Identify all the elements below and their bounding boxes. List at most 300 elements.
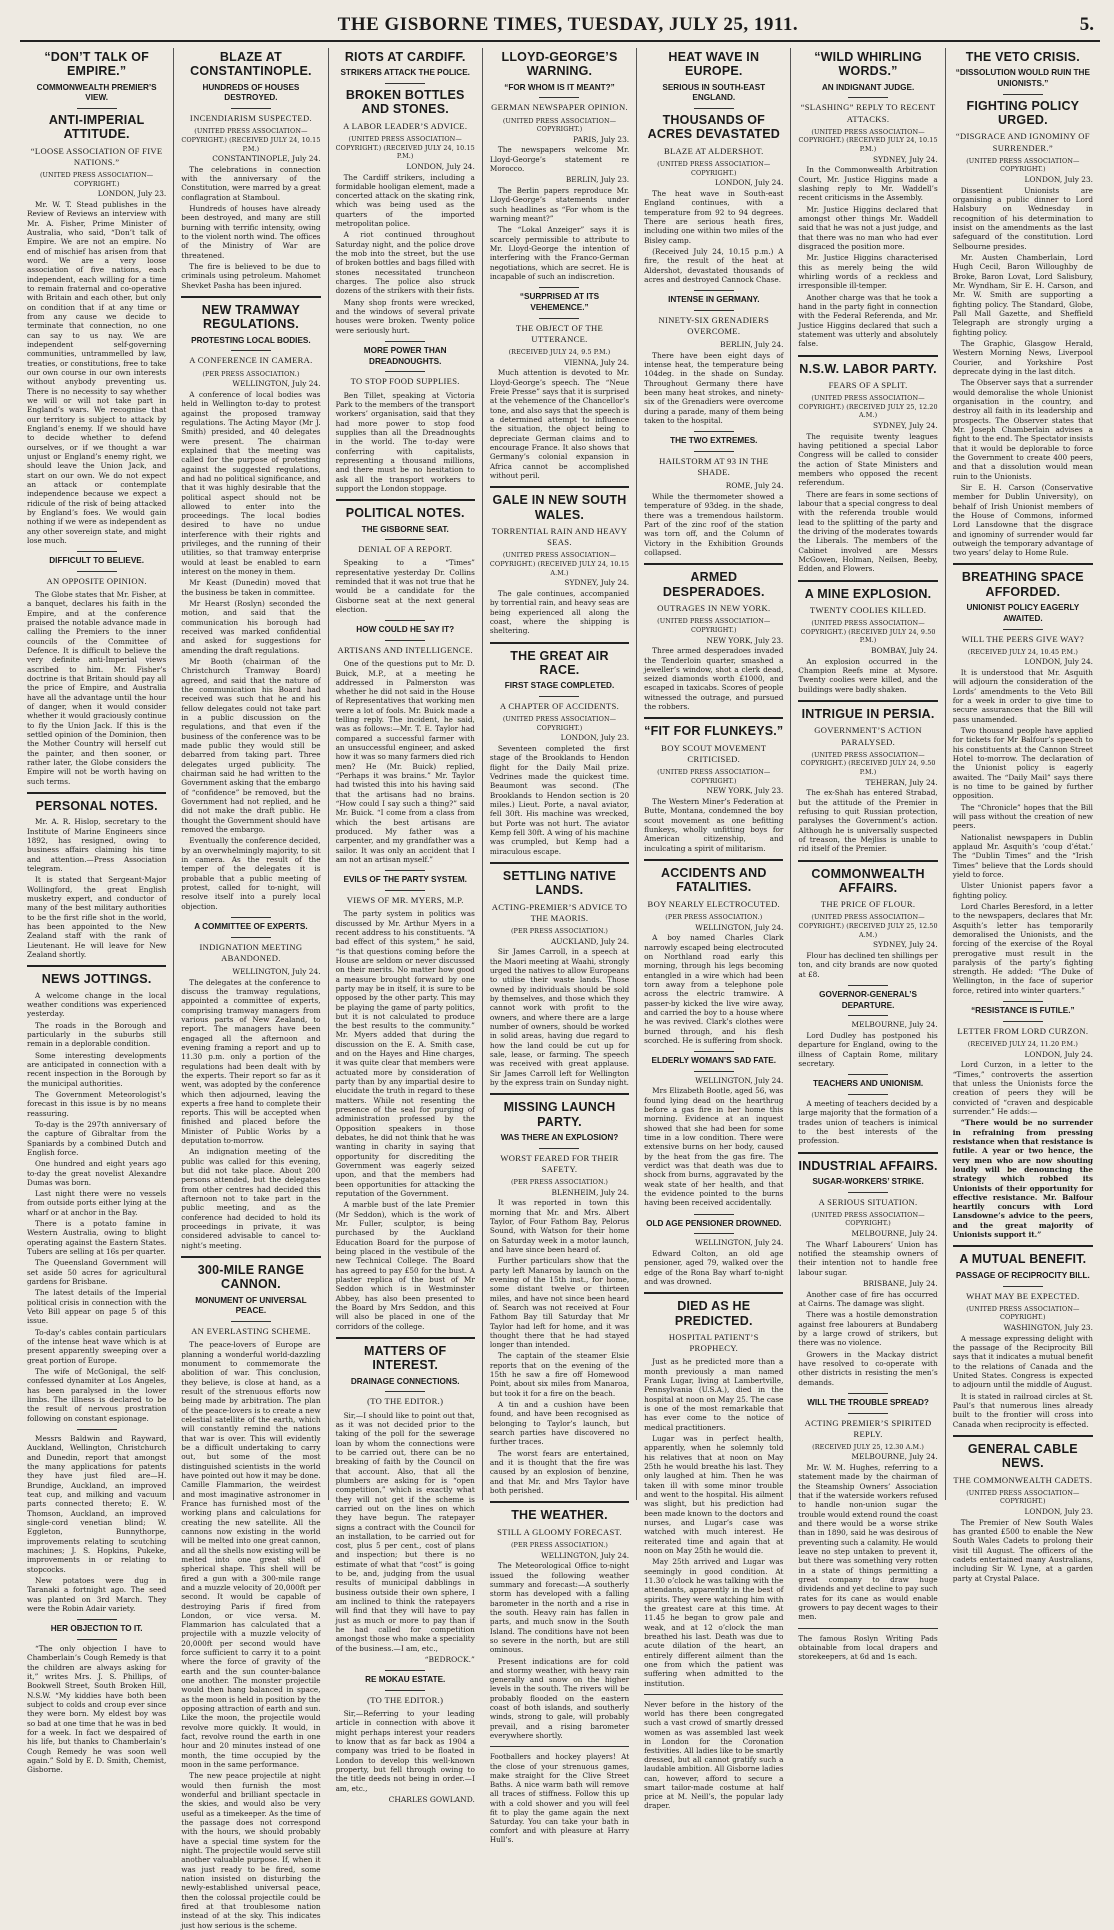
headline-rule [798, 700, 937, 702]
article-credit: (UNITED PRESS ASSOCIATION—COPYRIGHT.) (RECEIVED JULY 24, 10.15 P.M.) [181, 127, 321, 153]
article [798, 355, 937, 574]
article-paragraph: Messrs Baldwin and Rayward, Auckland, Wellington, Christchurch and Dunedin, report that amongst the many applications for patents they have just filed are—H. Brundige, Auckland, an improved teat cup, and milking and vacuum parts connected thereto; E. W. Thomson, Auckland, an improved single-cord venetian blind; W. Eggleton, Bunnythorpe, improvements relating to scutching machines; J. S. Hopkins, Pukeke, improvements in or relating to stopcocks. [27, 1434, 167, 1574]
article-paragraph: The Government Meteorologist’s forecast in this issue is by no means reassuring. [27, 1089, 167, 1118]
headline-rule [644, 717, 783, 719]
article-paragraph: A marble bust of the late Premier (Mr Seddon), which is the work of Mr. Fuller, sculptor, is being purchased by the Auckland Education Board for the purpose of being placed in the vestibule of the new Technical College. The Board has agreed to pay £50 for the bust. A plaster replica of the bust of Mr Seddon which is in Westminster Abbey, has also been presented to the Board by Mrs Seddon, and this will also be placed in one of the corridors of the college. [335, 1200, 475, 1331]
subhead-rule [1003, 1286, 1043, 1287]
article-dateline: MELBOURNE, July 24. [851, 1452, 938, 1462]
article-paragraph: Sir,—Referring to your leading article in connection with above it might perhaps interest your readers to know that as far back as 1904 a company was tried to be floated in London to develop this well-known property, but fell through owing to the title deeds not being in order.—I am, etc., [335, 1708, 475, 1793]
article-credit: (UNITED PRESS ASSOCIATION—COPYRIGHT.) [657, 617, 771, 634]
article-paragraph: Hundreds of houses have already been destroyed, and many are still burning with terrific intensity, owing to the violent north wind. The offices of the Ministry of War are threatened. [181, 204, 321, 260]
article [798, 700, 937, 854]
article-dateline: ROME, July 24. [725, 481, 784, 491]
article-subhead: HOW COULD HE SAY IT? [356, 625, 455, 635]
article-headline: “WILD WHIRLING WORDS.” [814, 50, 922, 79]
article-paragraph: Many shop fronts were wrecked, and the windows of several private houses were broken. Twenty police were seriously hurt. [335, 297, 475, 335]
article [27, 1619, 166, 1774]
article-dateline: WELLINGTON, July 24. [695, 1238, 784, 1248]
headline-rule [644, 859, 783, 861]
headline-rule [336, 1337, 475, 1339]
headline-rule [798, 580, 937, 582]
article-subhead: “DISSOLUTION WOULD RUIN THE UNIONISTS.” [955, 68, 1090, 89]
article [181, 1256, 320, 1930]
article-subhead: THE TWO EXTREMES. [670, 436, 758, 446]
ad-rule [490, 1746, 629, 1747]
article-credit: (UNITED PRESS ASSOCIATION—COPYRIGHT.) [811, 1210, 925, 1228]
article-subhead: SERIOUS IN SOUTH-EAST ENGLAND. [662, 82, 766, 103]
article-deck: WORST FEARED FOR THEIR SAFETY. [500, 1152, 619, 1174]
column-2 [174, 48, 328, 1930]
headline-rule [27, 965, 166, 967]
article-headline: MISSING LAUNCH PARTY. [503, 1100, 616, 1129]
article-dateline: LONDON, July 23. [560, 733, 630, 743]
section-rule [385, 620, 425, 621]
article-credit: (UNITED PRESS ASSOCIATION—COPYRIGHT.) [966, 1488, 1080, 1506]
article-deck: NINETY-SIX GRENADIERS OVERCOME. [658, 314, 770, 336]
article-paragraph: The party system in politics was discussed by Mr. Arthur Myers in a recent address to his constituents. “A bad effect of this system,” he said, “is that questions coming before the House are seldom or never discussed on their merits. No matter how good a measure brought forward by one party may be in itself, it is sure to be opposed by the other party. This may be playing the game of party politics, but it is not calculated to produce the best results to the community.” Mr. Myers added that during the discussion on the E. A. Smith case, and on the Hayes and Hine charges, it was quite clear that members were actuated more by consideration of party than by any impartial desire to elucidate the truth in regard to these matters. While not resenting the presence of the seal for purging of administration professed by the Opposition speakers in those debates, he did not think that he was wanting in charity in saying that opportunity for discrediting the Government was eagerly seized upon, and that the members had been opportunities for attacking the reputation of the Government. [335, 909, 475, 1199]
article-headline: BREATHING SPACE AFFORDED. [961, 570, 1084, 599]
subhead-rule [385, 890, 425, 891]
column-1 [20, 48, 174, 1775]
article [644, 1292, 783, 1688]
article-deck: “DISGRACE AND IGNOMINY OF SURRENDER.” [955, 131, 1090, 153]
article-paragraph: A conference of local bodies was held in Wellington to-day to protest against the proposed tramway regulations. The Acting Mayor (Mr J. Smith) presided, and 40 delegates were present. The chairman explained that the meeting was called for the purpose of protesting against the suggested regulations, and had no political significance, and that it was highly desirable that the political aspect should not be allowed to enter into the proceedings. The local bodies desired to have no undue interference with their rights and privileges, and the running of their utilities, so that tramway enterprise would at least be enabled to earn interest on the money in them. [181, 389, 321, 577]
article-paragraph: It was reported in town this morning that Mr. and Mrs. Albert Taylor, of Four Fathom Bay, Pelorus Sound, with Watson for their home on Saturday week in a motor launch, and have since been heard of. [489, 1198, 630, 1254]
article-paragraph: Lord Curzon, in a letter to the “Times,” controverts the assertion that unless the Unionists force the creation of peers they will be convicted of “craven and despicable surrender.” He adds:— [952, 1060, 1093, 1116]
article-deck: VIEWS OF MR. MYERS, M.P. [346, 895, 464, 906]
headline-rule [336, 499, 475, 501]
article-headline: PERSONAL NOTES. [35, 798, 158, 813]
subhead-rule [1003, 629, 1043, 630]
article [490, 287, 629, 480]
section-rule [77, 551, 117, 552]
article-headline: A MINE EXPLOSION. [804, 586, 932, 601]
article-paragraph: It is stated that Sergeant-Major Wollingford, the great English musketry expert, and conductor of many of the best military authorities to be the first rifle shot in the world, has been appointed to the New Zealand staff with the rank of Lieutenant. He will leave for New Zealand shortly. [27, 875, 167, 959]
headline-rule [490, 862, 629, 864]
column-4 [483, 48, 637, 1845]
subhead-rule [848, 1413, 888, 1414]
article-deck: WHAT MAY BE EXPECTED. [966, 1290, 1080, 1301]
article [953, 50, 1093, 557]
newspaper-title: THE GISBORNE TIMES, TUESDAY, JULY 25, 1911. [337, 14, 799, 35]
article-paragraph: Another charge was that he took a hand in the party fight in connection with the Federal Referenda, and Mr. Justice Higgins declared that such a statement was utterly and absolutely false. [798, 292, 938, 349]
article-dateline: WELLINGTON, July 24. [695, 1075, 784, 1085]
article-credit: (UNITED PRESS ASSOCIATION—COPYRIGHT.) [502, 715, 617, 732]
article-paragraph: Mr. W. M. Hughes, referring to a statement made by the chairman of the Steamship Owners’ Association that if the waterside workers refused to handle non-union sugar the trouble would extend round the coast and there would be a worse strike than in 1890, said he was desirous of preventing such a calamity. He would leave no step untaken to prevent it, but there was something very rotten in a state of things permitting a great company to draw huge dividends and yet decline to pay such rates for its cane as would enable growers to pay decent wages to their men. [798, 1463, 938, 1622]
article-paragraph: Sir James Carroll, in a speech at the Maori meeting at Waahi, strongly urged the natives to allow Europeans to utilise their waste lands. Those owned by individuals should be sold by themselves, and those which they cannot work with profit to the owners, and where there are a large number of owners, should be worked in solid areas, having due regard to how the land could be cut up for sale, lease, or farming. The speech was received with great applause. Sir James Carroll left for Wellington by the express train on Sunday night. [489, 947, 630, 1087]
article [27, 1429, 166, 1613]
section-rule [77, 1429, 117, 1430]
article [798, 1074, 937, 1145]
article-deck: A SERIOUS SITUATION. [818, 1196, 918, 1207]
section-rule [694, 1051, 734, 1052]
subhead-rule [848, 1015, 888, 1016]
article-paragraph: Mr. W. T. Stead publishes in the Review of Reviews an interview with Mr. A. Fisher, Prime Minister of Australia, who said, “Don’t talk of Empire. We are not an empire. No end of mischief has arisen from that word. We are a very loose association of five nations, each independent, each willing for a time to remain fraternal and co-operative with Britain and each other, but only on condition that if at any time or from any cause we decide to terminate that connection, no one can say to us nay. We are independent self-governing communities, untrammelled by law, treaties, or constitutions, free to take our own course in our own interests without anybody preventing us. There is no necessity to say whether we will or will not take part in England’s wars. We recognise that our territory is subject to attack by England’s enemy. If we should have to decide whether to defend ourselves, or if we thought a war unjust or England’s enemy right, we should leave the Union Jack, and start on our own. We do not expect an attack or contemplate independence because we expect a ridicule of the risk of being attacked by England’s foes. We would gain nothing if we were as independent as any other sovereign state, and might lose much. [27, 200, 167, 545]
article-credit: (PER PRESS ASSOCIATION.) [510, 927, 609, 936]
article [490, 50, 629, 281]
article-paragraph: Mr Keast (Dunedin) moved that the business be taken in committee. [181, 578, 321, 597]
article-credit: (UNITED PRESS ASSOCIATION—COPYRIGHT.) [39, 171, 154, 188]
article [490, 862, 629, 1087]
article-deck: GOVERNMENT’S ACTION PARALYSED. [814, 725, 922, 747]
article-dateline: LONDON, July 23. [1024, 1507, 1093, 1517]
article-paragraph: An explosion occurred in the Champion Reefs mine at Mysore. Twenty coolies were killed, and the buildings were badly shaken. [798, 656, 938, 694]
article-paragraph: One hundred and eight years ago to-day the great novelist Alexandre Dumas was born. [27, 1159, 167, 1187]
article [798, 580, 937, 694]
article [644, 563, 783, 711]
subhead-rule [385, 1391, 425, 1392]
article-dateline: TEHERAN, July 24. [865, 777, 938, 787]
article-paragraph: Sir,—I should like to point out that, as it was not decided prior to the taking of the poll for the sewerage loan by whom the connections were to be carried out, there can be no breaking of faith by the Council on that account. Also, that all the plumbers are asking for is “open competition,” which is exactly what they will not get if the scheme is carried out on the lines on which they have begun. The ratepayer signs a contract with the Council for an installation, to be carried out for cost, plus 5 per cent., cost of plans and inspection; but there is no estimate of what that “cost” is going to be, and, judging from the usual results of municipal dabblings in business outside their own sphere, I am inclined to think the ratepayers will find that they will have to pay just as much or more to pay than if he had called for competition amongst those who make a speciality of the business.—I am, etc., [335, 1410, 475, 1653]
article-headline: GALE IN NEW SOUTH WALES. [492, 493, 627, 522]
subhead-rule [385, 539, 425, 540]
article-subhead: MONUMENT OF UNIVERSAL PEACE. [195, 1295, 307, 1316]
article-dateline: BERLIN, July 23. [565, 175, 630, 185]
section-rule [848, 985, 888, 986]
article-subhead: OLD AGE PENSIONER DROWNED. [646, 1218, 782, 1228]
article-headline: HEAT WAVE IN EUROPE. [668, 50, 760, 79]
article [798, 860, 937, 979]
article [490, 486, 629, 635]
article-paragraph: The peace-lovers of Europe are planning a wonderful world-dazzling monument to commemorate the abolition of war. This conclusion, they believe, is close at hand, as a result of the strenuous efforts now being made by arbitration. The plan of the peace-lovers is to create a new celestial satellite of the earth, which will constantly remind the nations that war is over. This will evidently be a difficult undertaking to carry out, but some of the most distinguished scientists in the world have pointed out how it may be done. Camille Flammarion, the weirdest and most imaginative astronomer in France has furnished most of the working plans and calculations for creating the new satellite. All the cannons now existing in the world will be melted into one great cannon, and all the shells now existing will be melted into one great shell of spherical shape. This shell will be fired a gun with a 300-mile range and a muzzle velocity of 20,000ft per second. It would be capable of destroying Paris if fired from London, or vice versa. M. Flammarion has calculated that a projectile with a muzzle velocity of 20,000ft per second would have force sufficient to carry it to a point where the force of gravity of the earth and the sun counter-balance one another. The monster projectile would then hang balanced in space, as the moon is held in position by the opposing attraction of earth and sun. Like the moon, the projectile would revolve more quickly. It would, in fact, revolve round the earth in one hour and 20 minutes instead of one month, the time occupied by the moon in the same performance. [181, 1340, 321, 1770]
article-paragraph: Mr Booth (chairman of the Christchurch Tramway Board) agreed, and said that the nature of the communication his Board had received was such that he and his fellow delegates could not take part in a public discussion on the regulations, and that even if the business of the conference was to be made public they would still be debarred from taking part. Three delegates urged publicity. The chairman said he had written to the Government asking that the embargo of “confidence” be removed, but the Government had not replied, and he did not make the draft public. He thought the Government should have removed the embargo. [181, 657, 321, 834]
article-headline-secondary: THOUSANDS OF ACRES DEVASTATED [647, 113, 780, 142]
article-paragraph: The ex-Shah has entered Strabad, but the attitude of the Premier in refusing to quit Russian protection, paralyses the Government’s action. Although he is universally suspected of treason, the Mejliss is unable to rid itself of the Premier. [798, 788, 938, 854]
article-credit: (UNITED PRESS ASSOCIATION—COPYRIGHT.) (RECEIVED JULY 24, 10.15 P.M.) [798, 127, 938, 154]
article-dateline: LONDON, July 24. [714, 178, 784, 188]
article-paragraph: An indignation meeting of the public was called for this evening, but did not take place. About 200 persons attended, but the delegates from other centres had decided this afternoon not to take part in the public meeting, and as the conference had decided to hold its proceedings in private, it was considered advisable to cancel to-night’s meeting. [181, 1147, 321, 1250]
section-rule [77, 1619, 117, 1620]
article-dateline: WELLINGTON, July 24. [695, 922, 784, 932]
headline-rule [798, 860, 937, 862]
article-subhead: FIRST STAGE COMPLETED. [504, 681, 615, 691]
subhead-rule [694, 1233, 734, 1234]
article-deck: AN EVERLASTING SCHEME. [191, 1326, 311, 1337]
article-deck: TWENTY COOLIES KILLED. [809, 604, 927, 615]
article [953, 1001, 1093, 1239]
article [953, 1435, 1093, 1583]
article-paragraph: The gale continues, accompanied by torrential rain, and heavy seas are being experienced all along the coast, where the shipping is sheltering. [489, 588, 630, 636]
article [490, 1501, 629, 1740]
headline-rule [490, 1501, 629, 1503]
article [181, 50, 320, 290]
article-paragraph: The newspapers welcome Mr. Lloyd-George’s statement re Morocco. [489, 145, 630, 174]
article-credit: (UNITED PRESS ASSOCIATION—COPYRIGHT.) (RECEIVED JULY 24, 9.50 P.M.) [800, 750, 936, 776]
article-paragraph: Ulster Unionist papers favor a fighting policy. [952, 881, 1093, 900]
article-credit: (UNITED PRESS ASSOCIATION—COPYRIGHT.) (RECEIVED JULY 24, 10.15 A.M.) [489, 551, 630, 577]
article-deck: (TO THE EDITOR.) [367, 1396, 444, 1407]
article-dateline: LONDON, July 23. [97, 189, 167, 199]
article-paragraph: In the Commonwealth Arbitration Court, Mr. Justice Higgins made a slashing reply to Mr. Waddell’s recent criticisms in the Assembly. [798, 165, 938, 203]
article-deck: A CONFERENCE IN CAMERA. [189, 355, 313, 366]
subhead-rule [539, 696, 579, 697]
article-headline: SETTLING NATIVE LANDS. [502, 868, 617, 898]
article-deck: HAILSTORM AT 93 IN THE SHADE. [659, 456, 769, 478]
subhead-rule [77, 1639, 117, 1640]
article-dateline: NEW YORK, July 23. [706, 786, 784, 796]
article-paragraph: Nationalist newspapers in Dublin applaud Mr. Asquith’s ‘coup d’état.’ The “Dublin Times” and the “Irish Times” believe that the Lords should yield to force. [952, 832, 1093, 879]
article [181, 917, 320, 1250]
article-dateline: BRISBANE, July 24. [863, 1278, 938, 1288]
article-paragraph: There was a hostile demonstration against free labourers at Bundaberg by a large crowd of strikers, but there was no violence. [798, 1310, 938, 1348]
article-headline: THE VETO CRISIS. [965, 50, 1080, 64]
article-dateline: LONDON, July 23. [1024, 175, 1093, 185]
article-paragraph: A message expressing delight with the passage of the Reciprocity Bill says that it indicates a mutual benefit to the relations of Canada and the United States. Congress is expected to adjourn until the middle of August. [952, 1333, 1093, 1390]
article-paragraph: (Received July 24, 10.15 p.m.) A fire, the result of the heat at Aldershot, devastated thousands of acres and destroyed Cannock Chase. [644, 246, 784, 284]
article-subhead: SUGAR-WORKERS’ STRIKE. [812, 1176, 924, 1186]
column-3 [329, 48, 483, 1804]
article-paragraph: Eventually the conference decided, by an overwhelmingly majority, to sit in camera. As the result of the temper of the delegates it is probable that a public meeting of protest, called for to-night, will resolve itself into a purely local objection. [181, 836, 321, 911]
article-paragraph: There is a potato famine in Western Australia, owing to blight operating against the Eastern States. Tubers are selling at 16s per quarter. [27, 1219, 167, 1257]
article [336, 50, 475, 335]
article-paragraph: Speaking to a “Times” representative yesterday Dr. Collins reminded that it was not true that he would be a candidate for the Gisborne seat at the next general election. [335, 558, 475, 615]
article-paragraph: The Cardiff strikers, including a formidable hooligan element, made a concerted attack on the skating rink, which was being used as the quarters of the imported metropolitan police. [335, 172, 475, 229]
article-paragraph: It is stated in railroad circles at St. Paul’s that numerous lines already built to the frontier will cross into Canada when reciprocity is effected. [952, 1391, 1093, 1429]
article-credit: (UNITED PRESS ASSOCIATION—COPYRIGHT.) [657, 159, 771, 177]
article [798, 1628, 937, 1662]
article-paragraph: Another case of fire has occurred at Cairns. The damage was slight. [798, 1289, 938, 1308]
article [798, 1393, 937, 1622]
article-paragraph: Sir E. H. Carson (Conservative member for Dublin University), on behalf of Irish Unionist members of the House of Commons, informed Lord Lansdowne that the disgrace and ignominy of surrender would far outweigh the temporary advantage of two years’ delay to Home Rule. [952, 482, 1093, 558]
article-paragraph: A riot continued throughout Saturday night, and the police drove the mob into the street, but the use of broken bottles and bags filled with stones necessitated truncheon charges. The police also struck dozens of the strikers with their fists. [335, 230, 475, 296]
article-paragraph: The worst fears are entertained, and it is thought that the fire was caused by an explosion of benzine, and that Mr. and Mrs Taylor have both perished. [489, 1448, 630, 1496]
article [644, 50, 783, 284]
article-dateline: MELBOURNE, July 24. [851, 1020, 938, 1030]
article-subhead: EVILS OF THE PARTY SYSTEM. [343, 875, 467, 885]
article-credit: (RECEIVED JULY 24, 11.20 P.M.) [967, 1039, 1078, 1048]
article [336, 499, 475, 614]
advertisement-text: Footballers and hockey players! At the close of your strenuous games, make straight for the Clive Street Baths. A nice warm bath will remove all traces of stiffness. Follow this up with a cold shower and you will feel fit to play the game again the next Saturday. You can take your bath in comfort and with pleasure at Harry Hull’s. [489, 1752, 630, 1845]
article-subhead: COMMONWEALTH PREMIER’S VIEW. [36, 82, 157, 103]
subhead-rule [385, 83, 425, 84]
subhead-rule [231, 937, 271, 938]
article-paragraph: To-day is the 297th anniversary of the capture of Gibraltar from the Spaniards by a combined Dutch and English force. [27, 1119, 167, 1157]
article [27, 965, 166, 1423]
subhead-rule [848, 1192, 888, 1193]
article-paragraph: New potatoes were dug in Taranaki a fortnight ago. The seed was planted on 3rd March. They were the Robin Adair variety. [27, 1575, 167, 1613]
section-rule [231, 917, 271, 918]
article-headline-secondary: ANTI-IMPERIAL ATTITUDE. [48, 113, 145, 142]
section-rule [848, 1393, 888, 1394]
article-credit: (UNITED PRESS ASSOCIATION—COPYRIGHT.) [502, 116, 617, 134]
article [27, 551, 166, 786]
article-subhead: THE GISBORNE SEAT. [361, 524, 449, 534]
article-paragraph: The delegates at the conference to discuss the tramway regulations, appointed a committee of experts, comprising tramway managers from various parts of New Zealand, to report. The managers have been engaged all the afternoon and evening framing a report and up to 11.30 p.m. only a portion of the regulations had been dealt with by the experts. Their report so far as it went, was adopted by the conference which then adjourned, leaving the experts a free hand to complete their reports. This will be accepted when finished and placed before the Minister of Public Works by a deputation to-morrow. [181, 977, 321, 1146]
article [953, 563, 1093, 995]
article-deck: BLAZE AT ALDERSHOT. [663, 145, 764, 156]
article-deck: FEARS OF A SPLIT. [828, 379, 908, 390]
article-paragraph: Present indications are for cold and stormy weather, with heavy rain generally and snow on the higher levels in the south. The rivers will be probably flooded on the eastern coast of both islands, and southerly winds, strong to gale, will probably prevail, and a rising barometer everywhere shortly. [489, 1656, 630, 1741]
article-deck: A CHAPTER OF ACCIDENTS. [499, 700, 620, 711]
ad-rule [644, 1694, 783, 1695]
headline-rule [798, 1152, 937, 1154]
article [953, 1245, 1093, 1428]
subhead-rule [848, 1094, 888, 1095]
article-paragraph: Flour has declined ten shillings per ton, and city brands are now quoted at £8. [798, 950, 938, 979]
article-headline: NEWS JOTTINGS. [41, 972, 152, 987]
article-paragraph: The celebrations in connection with the anniversary of the Constitution, were marred by a great conflagration at Stamboul. [181, 164, 321, 202]
article-dateline: WASHINGTON, July 23. [1003, 1322, 1093, 1332]
article-paragraph: The Wharf Labourers’ Union has notified the steamship owners of their intention not to handle free labour sugar. [798, 1239, 938, 1277]
subhead-rule [77, 571, 117, 572]
article-paragraph: Growers in the Mackay district have resolved to co-operate with other districts in resisting the men’s demands. [798, 1349, 938, 1387]
article-subhead: WAS THERE AN EXPLOSION? [500, 1132, 619, 1142]
section-rule [694, 431, 734, 432]
article-paragraph: The Globe states that Mr. Fisher, at a banquet, declares his faith in the Empire, and at the conference praised the notable advance made in calling the Premiers to the inner councils of the Committee of Defence. It is difficult to believe the very definite anti-Imperial views ascribed to him. Mr. Fisher’s doctrine is that Britain should pay all the price of Empire, and Australia have all the advantage until the hour of danger, when it would consider whether it would graciously continue to fly the Union Jack. If this is the settled opinion of the Dominion, then the Mother Country will herself cut the painter, and then sooner, or rather later, the Globe considers the Empire will not be worth having on such terms. [27, 590, 167, 786]
article-dateline: LONDON, July 24. [406, 161, 475, 171]
article-subhead: WILL THE TROUBLE SPREAD? [807, 1397, 929, 1407]
page-number: 5. [1079, 14, 1094, 35]
article-subhead: UNIONIST POLICY EAGERLY AWAITED. [966, 603, 1080, 623]
subhead-rule [539, 1148, 579, 1149]
article-deck: TO STOP FOOD SUPPLIES. [350, 376, 460, 387]
article-deck: INDIGNATION MEETING ABANDONED. [199, 941, 303, 963]
headline-rule [953, 1435, 1093, 1437]
article-credit: (UNITED PRESS ASSOCIATION—COPYRIGHT.) (RECEIVED JULY 25, 12.20 A.M.) [798, 394, 938, 420]
article-headline: GENERAL CABLE NEWS. [967, 1441, 1078, 1471]
article [336, 341, 475, 493]
article [490, 642, 629, 856]
article-deck: “SLASHING” REPLY TO RECENT ATTACKS. [800, 102, 936, 124]
newspaper-columns [20, 48, 1100, 1930]
article [336, 870, 475, 1331]
headline-rule [644, 563, 783, 565]
article-deck: STILL A GLOOMY FORECAST. [497, 1526, 622, 1537]
headline-rule [953, 563, 1093, 565]
article-paragraph: The “Lokal Anzeiger” says it is scarcely permissible to attribute to Mr. Lloyd-George the intention of interfering with the Franco-German negotiations, which are secret. He is incapable of such an indiscretion. [489, 225, 630, 282]
article-deck: AN OPPOSITE OPINION. [46, 575, 147, 586]
article-paragraph: The Premier of New South Wales has granted £500 to enable the New South Wales Cadets to prolong their visit till August. The officers of the cadets entertained many Australians, including Sir W. Lyne, at a garden party at Crystal Palace. [952, 1517, 1093, 1583]
article-dateline: SYDNEY, July 24. [872, 421, 938, 430]
article-paragraph: The fire is believed to be due to criminals using petroleum. Mahomet Shevket Pasha has been injured. [181, 262, 321, 290]
headline-rule [490, 486, 629, 488]
article-paragraph: Mr. Austen Chamberlain, Lord Hugh Cecil, Baron Willoughby de Broke, Baron Lovat, Lord Salisbury, Mr. Wyndham, Sir E. H. Carson, and Mr. W. Smith are supporting a fighting policy. The Standard, Globe, Pall Mall Gazette, and Sheffield Telegraph are strongly urging a fighting policy. [952, 252, 1093, 337]
article-paragraph: Last night there were no vessels from outside ports either lying at the wharf or at anchor in the Bay. [27, 1189, 167, 1217]
article-subhead: DRAINAGE CONNECTIONS. [350, 1376, 460, 1386]
article-paragraph: Some interesting developments are anticipated in connection with a recent inspection in the Borough by the municipal authorities. [27, 1050, 167, 1088]
article-deck: GERMAN NEWSPAPER OPINION. [491, 102, 628, 113]
article-paragraph: Lugar was in perfect health, apparently, when he solemnly told his relatives that at noon on May 25th he would breathe his last. They only laughed at him. Then he was taken ill with some minor trouble and went to the hospital. His ailment was slight, but his prediction had been made known to the doctors and nurses, and Lugar’s case was watched with much interest. He reiterated time and again that at noon on May 25th he would die. [644, 1434, 784, 1555]
article-dateline: SYDNEY, July 24. [872, 154, 938, 164]
article-subhead: INTENSE IN GERMANY. [668, 295, 760, 305]
subhead-rule [848, 97, 888, 98]
article-paragraph: The “Chronicle” hopes that the Bill will pass without the creation of new peers. [952, 802, 1093, 831]
article-paragraph: There are fears in some sections of labour that a special congress to deal with the referenda trouble would lead to the splitting of the party and the driving of the moderates towards the Liberals. The members of the Cabinet involved are Messrs McGowen, Holman, Neilsen, Beeby, Edden, and Flowers. [798, 489, 938, 574]
ad-rule [798, 1628, 937, 1629]
article-subhead: “RESISTANCE IS FUTILE.” [971, 1006, 1075, 1016]
article [798, 1152, 937, 1387]
section-rule [694, 290, 734, 291]
subhead-rule [1003, 94, 1043, 95]
article-headline-secondary: FIGHTING POLICY URGED. [966, 98, 1080, 128]
article-credit: (PER PRESS ASSOCIATION.) [510, 1540, 609, 1549]
article-headline: 300-MILE RANGE CANNON. [197, 1263, 305, 1292]
article-dateline: LONDON, July 24. [1024, 657, 1093, 667]
article-credit: (UNITED PRESS ASSOCIATION—COPYRIGHT.) (RECEIVED JULY 24, 10.15 P.M.) [335, 134, 475, 161]
article-headline: RIOTS AT CARDIFF. [344, 50, 466, 64]
article-paragraph: Three armed desperadoes invaded the Tenderloin quarter, smashed a jeweller’s window, shot a clerk dead, seized diamonds worth £1000, and escaped in taxicabs. Scores of people witnessed the outrage, and pursued the robbers. [644, 646, 784, 712]
article-subhead: “FOR WHOM IS IT MEANT?” [504, 82, 615, 92]
subhead-rule [694, 108, 734, 109]
article [798, 985, 937, 1068]
article-paragraph: The Queensland Government will set aside 50 acres for agricultural gardens for Brisbane. [27, 1258, 167, 1287]
article-deck: OUTRAGES IN NEW YORK. [657, 603, 771, 614]
article-subhead: AN INDIGNANT JUDGE. [821, 82, 915, 92]
article [27, 792, 166, 959]
article-headline: “FIT FOR FLUNKEYS.” [644, 724, 784, 739]
article-paragraph: It is understood that Mr. Asquith will adjourn the consideration of the Lords’ amendments to the Veto Bill for a week in order to give time to secure assurances that the Bill will pass unamended. [952, 667, 1093, 724]
article [644, 1214, 783, 1287]
headline-rule [490, 642, 629, 644]
article-paragraph: Mr. A. R. Hislop, secretary to the Institute of Marine Engineers since 1892, has resigned, owing to business affairs claiming his time and attention.—Press Association telegram. [27, 817, 167, 873]
article-paragraph: The wife of McGonigal, the self-confessed dynamiter at Los Angeles, has been paralysed in the lower limbs. The illness is declared to be the result of nervous prostration following on constant espionage. [27, 1367, 167, 1423]
article-headline: DIED AS HE PREDICTED. [674, 1299, 753, 1328]
article-headline: NEW TRAMWAY REGULATIONS. [201, 303, 301, 332]
article-dateline: MELBOURNE, July 24. [851, 1229, 938, 1238]
article-paragraph: Mrs Elizabeth Bootle, aged 56, was found lying dead on the hearthrug before a gas fire in her home this morning. Evidence at an inquest showed that she had been for some time in a low condition. There were extensive burns on her body, caused by the heat from the gas fire. The verdict was that death was due to shock from burns, aggravated by the weak state of her health, and that the evidence pointed to the burns having been received accidentally. [644, 1086, 784, 1208]
article-deck: ACTING PREMIER’S SPIRITED REPLY. [804, 1417, 932, 1439]
article [644, 290, 783, 425]
article-quote: “There would be no surrender in refraining from pressing resistance when that resistance is futile. A year or two hence, the very men who are now shouting loudly will be denouncing the strategy which robbed its Unionists of their opportunity for effective resistance. Mr. Balfour heartily concurs with Lord Lansdowne’s advice to the peers, and the great majority of Unionists support it.” [952, 1118, 1093, 1240]
article-subhead: ELDERLY WOMAN’S SAD FATE. [651, 1056, 777, 1066]
article-deck: BOY SCOUT MOVEMENT CRITICISED. [661, 742, 767, 765]
article [644, 1694, 783, 1811]
article-dateline: LONDON, July 24. [1024, 1049, 1093, 1059]
article-deck: THE PRICE OF FLOUR. [820, 899, 916, 910]
article-paragraph: Ben Tillet, speaking at Victoria Park to the members of the transport workers’ organisation, said that they had more power to stop food supplies than all the Dreadnoughts in the world. The to-day were conferring with capitalists, representing a thousand millions, and there must be no hesitation to ask all the transport workers to support the London stoppage. [335, 390, 475, 493]
article-subhead: GOVERNOR-GENERAL’S DEPARTURE. [819, 989, 917, 1010]
section-rule [385, 1670, 425, 1671]
article-dateline: SYDNEY, July 24. [564, 578, 630, 588]
article-deck: INCENDIARISM SUSPECTED. [189, 113, 312, 124]
article-paragraph: There have been eight days of intense heat, the temperature being 104deg. in the shade on Sunday. Throughout Germany there have been many heat strokes, and ninety-six of the Grenadiers were overcome during a parade, many of them being taken to the hospital. [644, 350, 784, 426]
article-paragraph: The Graphic, Glasgow Herald, Western Morning News, Liverpool Courier, and Yorkshire Post deprecate dying in the last ditch. [952, 338, 1093, 376]
article-paragraph: Seventeen completed the first stage of the Brooklands to Hendon flight for the Daily Mail prize. Vedrines made the quickest time. Beaumont was second. (The Brooklands to Hendon section is 20 miles.) Lieut. Porte, a naval aviator, fell 30ft. His machine was wrecked, but Porte was not hurt. The aviator Kemp fell 30ft. A wing of his machine was crumpled, but Kemp had a miraculous escape. [489, 744, 630, 856]
article-paragraph: The roads in the Borough and particularly in the suburbs still remain in a deplorable condition. [27, 1020, 167, 1049]
article-paragraph: The requisite twenty leagues having petitioned a special Labor Congress will be called to consider the action of State Ministers and members who opposed the recent referendum. [798, 431, 938, 488]
article [336, 1670, 475, 1804]
subhead-rule [1003, 1021, 1043, 1022]
article-deck: BOY NEARLY ELECTROCUTED. [647, 898, 780, 909]
article-dateline: PARIS, July 23. [573, 134, 630, 144]
article-paragraph: May 25th arrived and Lugar was seemingly in good condition. At 11.30 o’clock he was talking with the attendants, apparently in the best of spirits. They were watching him with the greatest care at this time. At 11.45 he began to grow pale and weak, and at 12 o’clock the man breathed his last. Death was due to acute dilation of the heart, an entirely different ailment than the one from which the patient was suffering when admitted to the institution. [644, 1557, 784, 1688]
article-deck: LETTER FROM LORD CURZON. [957, 1025, 1089, 1036]
article-deck: HOSPITAL PATIENT’S PROPHECY. [668, 1332, 759, 1354]
article-headline: INDUSTRIAL AFFAIRS. [798, 1158, 938, 1173]
column-5 [637, 48, 791, 1811]
article-paragraph: To-day’s cables contain particulars of the intense heat wave which is at present apparently sweeping over a great portion of Europe. [27, 1327, 167, 1365]
advertisement-text: The famous Roslyn Writing Pads obtainable from local drapers and storekeepers, at 6d and 1s each. [798, 1633, 938, 1662]
article-paragraph: The Observer says that a surrender would demoralise the whole Unionist organisation in the country, and destroy all faith in its leadership and prospects. The Observer states that Mr. Joseph Chamberlain advises a fight to the end. The Spectator insists that it would be deplorable to force the Government to create 400 peers, and that a dissolution would mean ruin to the Unionists. [952, 378, 1093, 481]
article-dateline: VIENNA, July 24. [564, 357, 630, 367]
article-credit: (RECEIVED JULY 24, 9.5 P.M.) [508, 348, 611, 357]
article-headline: “DON’T TALK OF EMPIRE.” [44, 50, 149, 79]
headline-rule [181, 1256, 320, 1258]
column-7 [946, 48, 1100, 1583]
article-headline: ARMED DESPERADOES. [662, 570, 765, 599]
article-paragraph: The Western Miner’s Federation at Butte, Montana, condemned the boy scout movement as one befitting flunkeys, wholly unfitting boys for American citizenship, and inculcating a spirit of militarism. [644, 797, 784, 853]
article-paragraph: A meeting of teachers decided by a large majority that the formation of a trades union of teachers is inimical to the best interests of the profession. [798, 1098, 938, 1146]
section-rule [1003, 1001, 1043, 1002]
article-paragraph: The new peace projectile at night would then furnish the most wonderful and brilliant spectacle in the skies, and would also be very useful as a timekeeper. As the time of the passage does not correspond with the hours, we should probably have a special time system for the night. The projectile would serve still another valuable purpose. If, when it was just ready to be fired, some nation insisted on disturbing the newly-established universal peace, then the colossal projectile could be fired at that troublesome nation instead of at the sky. This indicates just how serious is the scheme. [181, 1771, 321, 1930]
article [644, 431, 783, 557]
article-headline-secondary: BROKEN BOTTLES AND STONES. [345, 88, 465, 117]
column-6 [791, 48, 945, 1662]
article-headline: POLITICAL NOTES. [345, 506, 465, 521]
article-dateline: AUCKLAND, July 24. [550, 936, 630, 946]
article-subhead: STRIKERS ATTACK THE POLICE. [340, 68, 470, 78]
article-dateline: WELLINGTON, July 24. [232, 966, 321, 976]
